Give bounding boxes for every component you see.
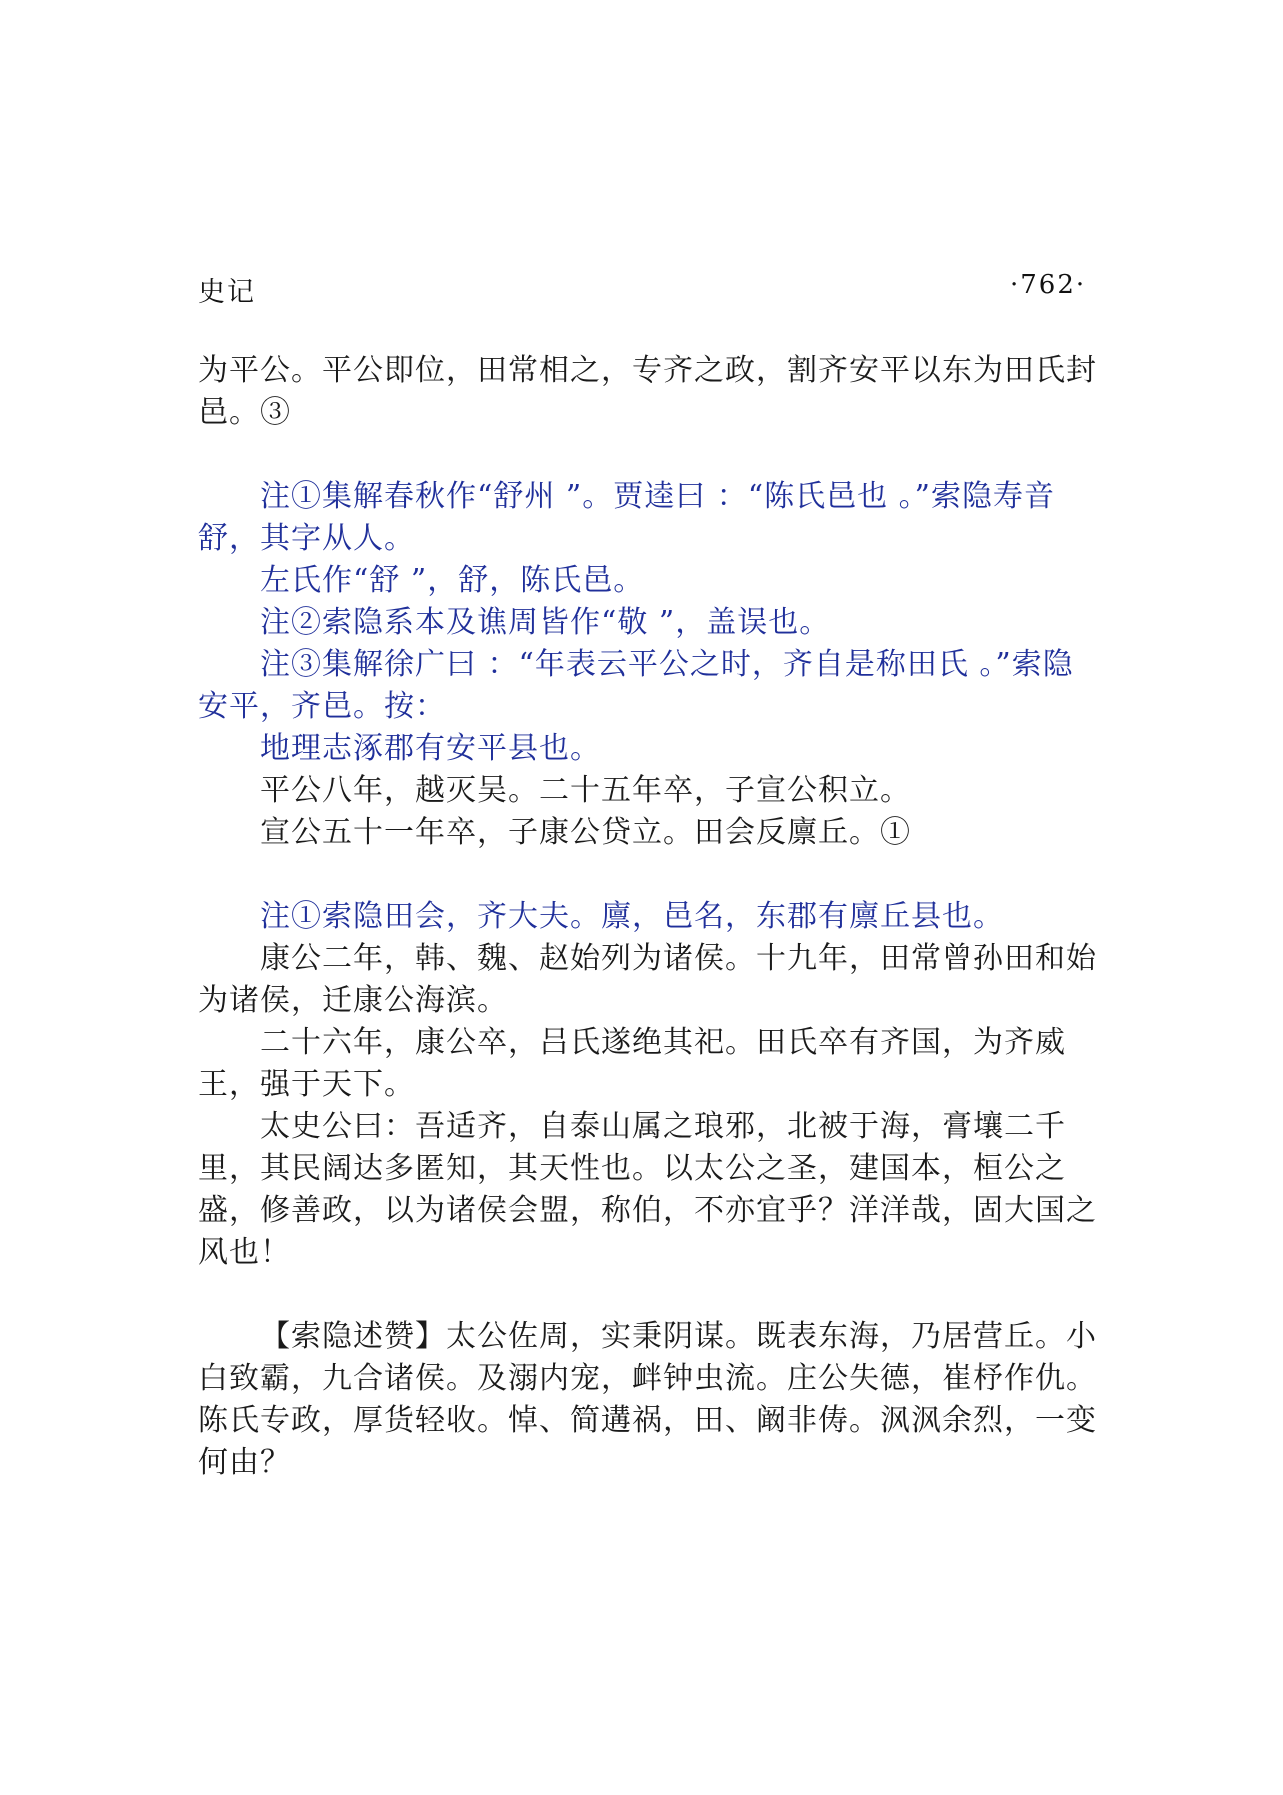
annotation-note: 注③集解徐广曰 ：“年表云平公之时，齐自是称田氏 。”索隐安平，齐邑。按： <box>198 647 1074 724</box>
annotation-note: 地理志涿郡有安平县也。 <box>260 731 601 766</box>
running-head-title: 史记 <box>198 277 256 308</box>
body-paragraph: 二十六年，康公卒，吕氏遂绝其祀。田氏卒有齐国，为齐威王，强于天下。 <box>198 1025 1066 1102</box>
body-paragraph: 平公八年，越灭吴。二十五年卒，子宣公积立。 <box>260 773 911 808</box>
page-number: ·762· <box>1010 270 1087 300</box>
paragraph-spacer <box>198 434 1098 476</box>
body-paragraph: 宣公五十一年卒，子康公贷立。田会反廪丘。① <box>260 815 911 850</box>
paragraph-spacer <box>198 1274 1098 1316</box>
annotation-note: 注①集解春秋作“舒州 ”。贾逵曰 ：“陈氏邑也 。”索隐寿音舒，其字从人。 <box>198 479 1055 556</box>
page-body <box>198 350 1098 1484</box>
annotation-note: 注②索隐系本及谯周皆作“敬 ”，盖误也。 <box>260 605 831 640</box>
body-paragraph: 康公二年，韩、魏、赵始列为诸侯。十九年，田常曾孙田和始为诸侯，迁康公海滨。 <box>198 941 1097 1018</box>
body-paragraph: 太史公曰：吾适齐，自泰山属之琅邪，北被于海，膏壤二千里，其民阔达多匿知，其天性也。以太公之圣，建国本，桓公之盛，修善政，以为诸侯会盟，称伯，不亦宜乎？洋洋哉，固大国之风也！ <box>198 1109 1097 1270</box>
paragraph-spacer <box>198 854 1098 896</box>
summary-paragraph: 【索隐述赞】太公佐周，实秉阴谋。既表东海，乃居营丘。小白致霸，九合诸侯。及溺内宠，衅钟虫流。庄公失德，崔杼作仇。陈氏专政，厚货轻收。悼、简遘祸，田、阚非俦。沨沨余烈，一变何由？ <box>198 1319 1097 1480</box>
annotation-note: 左氏作“舒 ”，舒，陈氏邑。 <box>260 563 645 598</box>
annotation-note: 注①索隐田会，齐大夫。廪，邑名，东郡有廪丘县也。 <box>260 899 1004 934</box>
body-paragraph: 为平公。平公即位，田常相之，专齐之政，割齐安平以东为田氏封邑。③ <box>198 353 1097 430</box>
